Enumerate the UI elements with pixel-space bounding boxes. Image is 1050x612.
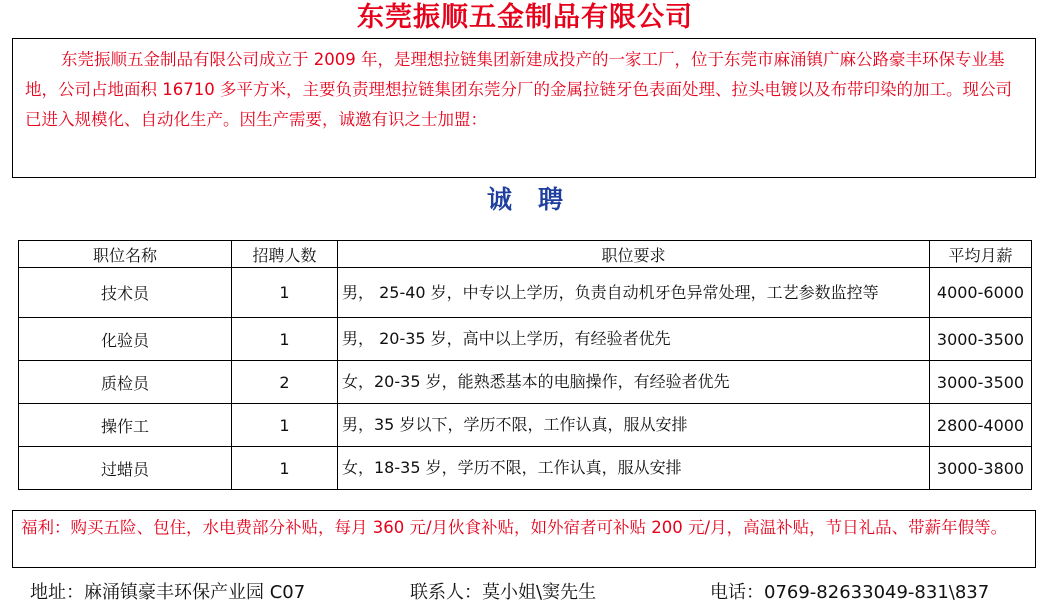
table-row bbox=[19, 404, 1032, 447]
table-row bbox=[19, 361, 1032, 404]
header-position: 职位名称 bbox=[19, 241, 232, 268]
intro-text: 东莞振顺五金制品有限公司成立于 2009 年，是理想拉链集团新建成投产的一家工厂，位于东莞市麻涌镇广麻公路豪丰环保专业基地，公司占地面积 16710 多平方米，主要负责理想拉链集团东莞分厂的金属拉链牙色表面处理、拉头电镀以及布带印染的加工。现公司已进入规模化、自动化生产。因生产需要，诚邀有识之士加盟： bbox=[25, 50, 1012, 129]
position-cell: 技术员 bbox=[19, 268, 232, 318]
requirements-cell: 女，20-35 岁，能熟悉基本的电脑操作，有经验者优先 bbox=[338, 361, 930, 404]
table-row bbox=[19, 268, 1032, 318]
count-cell: 1 bbox=[232, 404, 338, 447]
position-cell: 操作工 bbox=[19, 404, 232, 447]
footer-phone: 电话：0769-82633049-831\837 bbox=[710, 582, 990, 603]
header-requirements: 职位要求 bbox=[338, 241, 930, 268]
requirements-cell: 男， 25-40 岁，中专以上学历，负责自动机牙色异常处理，工艺参数监控等 bbox=[338, 268, 930, 318]
requirements-cell: 女，18-35 岁，学历不限，工作认真，服从安排 bbox=[338, 447, 930, 490]
requirements-cell: 男，35 岁以下，学历不限，工作认真，服从安排 bbox=[338, 404, 930, 447]
table-header-row bbox=[19, 241, 1032, 268]
benefits-box: 福利：购买五险、包住，水电费部分补贴，每月 360 元/月伙食补贴，如外宿者可补贴 200 元/月，高温补贴，节日礼品、带薪年假等。 bbox=[12, 510, 1036, 568]
footer-address: 地址：麻涌镇豪丰环保产业园 C07 bbox=[30, 582, 306, 603]
company-intro bbox=[12, 38, 1036, 178]
salary-cell: 3000-3500 bbox=[930, 361, 1032, 404]
requirements-cell: 男， 20-35 岁，高中以上学历，有经验者优先 bbox=[338, 318, 930, 361]
salary-cell: 3000-3800 bbox=[930, 447, 1032, 490]
salary-cell: 2800-4000 bbox=[930, 404, 1032, 447]
position-cell: 化验员 bbox=[19, 318, 232, 361]
count-cell: 1 bbox=[232, 318, 338, 361]
count-cell: 1 bbox=[232, 268, 338, 318]
header-salary: 平均月薪 bbox=[930, 241, 1032, 268]
footer-contact: 联系人：莫小姐\窦先生 bbox=[410, 582, 597, 603]
footer bbox=[30, 578, 1030, 608]
salary-cell: 3000-3500 bbox=[930, 318, 1032, 361]
position-cell: 过蜡员 bbox=[19, 447, 232, 490]
header-count: 招聘人数 bbox=[232, 241, 338, 268]
table-row bbox=[19, 318, 1032, 361]
count-cell: 2 bbox=[232, 361, 338, 404]
recruit-heading: 诚聘 bbox=[486, 185, 589, 214]
company-title: 东莞振顺五金制品有限公司 bbox=[357, 2, 693, 33]
count-cell: 1 bbox=[232, 447, 338, 490]
salary-cell: 4000-6000 bbox=[930, 268, 1032, 318]
position-cell: 质检员 bbox=[19, 361, 232, 404]
jobs-table bbox=[18, 240, 1032, 490]
table-row bbox=[19, 447, 1032, 490]
